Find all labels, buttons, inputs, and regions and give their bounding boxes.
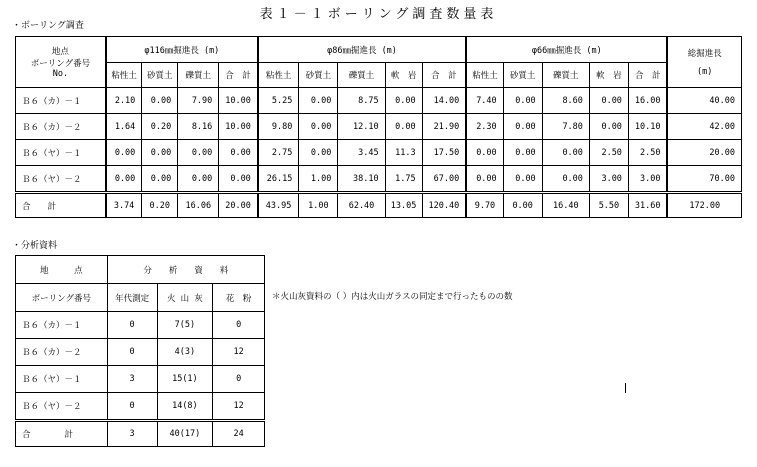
table-cell: 0.00 <box>178 140 219 166</box>
total-length-header <box>667 37 741 88</box>
table-cell: 62.40 <box>338 193 385 218</box>
table-cell: 11.3 <box>385 140 422 166</box>
col-header: 花 粉 <box>213 284 265 312</box>
table-cell: 0.20 <box>142 193 178 218</box>
table-cell: 70.00 <box>667 166 741 193</box>
analysis-table <box>15 255 265 447</box>
total-length-header-line2: (m) <box>697 67 713 77</box>
col-header: 粘性土 <box>466 63 503 88</box>
text-cursor <box>625 383 626 393</box>
table-cell: 0.00 <box>106 166 142 193</box>
table-cell: 20.00 <box>219 193 258 218</box>
survey-corner-line2: ボーリング番号 <box>30 59 91 69</box>
page-title: 表１－１ボーリング調査数量表 <box>259 7 498 22</box>
table-cell: 12.10 <box>338 114 385 140</box>
table-cell: 16.40 <box>542 193 589 218</box>
table-cell: 42.00 <box>667 114 741 140</box>
table-cell: 13.05 <box>385 193 422 218</box>
table-cell: 0.00 <box>178 166 219 193</box>
table-cell: 7(5) <box>157 312 213 339</box>
table-cell: 14(8) <box>157 393 213 421</box>
table-cell: 26.15 <box>258 166 299 193</box>
table-cell: 2.10 <box>106 88 142 114</box>
table-cell: 16.00 <box>628 88 667 114</box>
boring-survey-table <box>15 36 742 218</box>
table-cell: 10.00 <box>219 88 258 114</box>
table-cell: 0.00 <box>299 114 338 140</box>
table-cell: 0.00 <box>142 140 178 166</box>
table-cell: 0.00 <box>142 88 178 114</box>
survey-corner-line1: 地点 <box>51 47 69 57</box>
analysis-section-label: ・分析資料 <box>12 241 58 251</box>
table-row <box>16 312 265 339</box>
table-cell: 3.74 <box>106 193 142 218</box>
table-row <box>16 114 742 140</box>
col-header: 砂質土 <box>503 63 542 88</box>
table-cell: 10.00 <box>219 114 258 140</box>
table-cell: 24 <box>213 421 265 447</box>
table-cell: 7.80 <box>542 114 589 140</box>
col-header: 粘性土 <box>106 63 142 88</box>
table-cell: 120.40 <box>422 193 466 218</box>
col-header: 火 山 灰 <box>157 284 213 312</box>
table-cell: 0.20 <box>142 114 178 140</box>
table-cell: 12 <box>213 393 265 421</box>
boring-number: Ｂ６（カ）－２ <box>16 339 108 366</box>
table-cell: 2.50 <box>589 140 628 166</box>
table-cell: 1.75 <box>385 166 422 193</box>
table-cell: 5.25 <box>258 88 299 114</box>
table-cell: 1.64 <box>106 114 142 140</box>
table-cell: 2.75 <box>258 140 299 166</box>
boring-number: Ｂ６（ヤ）－１ <box>16 366 108 393</box>
table-cell: 0.00 <box>219 166 258 193</box>
table-cell: 40.00 <box>667 88 741 114</box>
table-cell: 0.00 <box>299 140 338 166</box>
table-cell: 8.60 <box>542 88 589 114</box>
boring-number: Ｂ６（ヤ）－２ <box>16 166 106 193</box>
table-cell: 21.90 <box>422 114 466 140</box>
survey-corner-line3: No. <box>52 69 69 79</box>
table-cell: 0.00 <box>503 114 542 140</box>
boring-number: Ｂ６（カ）－１ <box>16 312 108 339</box>
table-cell: 38.10 <box>338 166 385 193</box>
table-cell: 0.00 <box>503 88 542 114</box>
analysis-subheader-row <box>16 284 265 312</box>
table-cell: 0.00 <box>503 193 542 218</box>
table-cell: 0.00 <box>219 140 258 166</box>
col-header: 礫質土 <box>542 63 589 88</box>
table-row <box>16 339 265 366</box>
table-cell: 5.50 <box>589 193 628 218</box>
analysis-corner-line1: 地 点 <box>16 256 108 284</box>
table-cell: 0.00 <box>589 114 628 140</box>
group-header-116: φ116㎜掘進長 (m) <box>106 37 258 63</box>
table-cell: 0 <box>107 393 157 421</box>
table-cell: 0.00 <box>503 140 542 166</box>
col-header: 礫質土 <box>178 63 219 88</box>
col-header: 砂質土 <box>299 63 338 88</box>
table-cell: 0.00 <box>142 166 178 193</box>
col-header: 軟 岩 <box>385 63 422 88</box>
total-row <box>16 421 265 447</box>
table-cell: 0.00 <box>299 88 338 114</box>
table-cell: 17.50 <box>422 140 466 166</box>
total-label: 合 計 <box>16 421 108 447</box>
table-cell: 0 <box>107 339 157 366</box>
table-cell: 0.00 <box>542 140 589 166</box>
table-cell: 3.45 <box>338 140 385 166</box>
total-row <box>16 193 742 218</box>
table-cell: 2.30 <box>466 114 503 140</box>
table-cell: 4(3) <box>157 339 213 366</box>
boring-number: Ｂ６（カ）－２ <box>16 114 106 140</box>
table-cell: 0.00 <box>106 140 142 166</box>
table-cell: 0.00 <box>466 166 503 193</box>
boring-number: Ｂ６（カ）－１ <box>16 88 106 114</box>
table-row <box>16 88 742 114</box>
table-cell: 14.00 <box>422 88 466 114</box>
col-header: 軟 岩 <box>589 63 628 88</box>
table-cell: 43.95 <box>258 193 299 218</box>
col-header: 年代測定 <box>107 284 157 312</box>
table-cell: 2.50 <box>628 140 667 166</box>
table-cell: 40(17) <box>157 421 213 447</box>
analysis-corner-line2: ボーリング番号 <box>16 284 108 312</box>
table-cell: 31.60 <box>628 193 667 218</box>
survey-header-row <box>16 37 742 63</box>
table-cell: 3.00 <box>628 166 667 193</box>
boring-number: Ｂ６（ヤ）－２ <box>16 393 108 421</box>
table-cell: 0 <box>213 366 265 393</box>
table-cell: 7.40 <box>466 88 503 114</box>
table-row <box>16 140 742 166</box>
col-header: 礫質土 <box>338 63 385 88</box>
col-header: 合 計 <box>422 63 466 88</box>
table-cell: 0.00 <box>385 114 422 140</box>
table-cell: 8.16 <box>178 114 219 140</box>
table-cell: 0.00 <box>466 140 503 166</box>
group-header-66: φ66㎜掘進長 (m) <box>466 37 667 63</box>
survey-section-label: ・ボーリング調査 <box>12 21 84 31</box>
table-cell: 0.00 <box>542 166 589 193</box>
table-cell: 20.00 <box>667 140 741 166</box>
table-cell: 67.00 <box>422 166 466 193</box>
table-cell: 7.90 <box>178 88 219 114</box>
analysis-header-row <box>16 256 265 284</box>
col-header: 合 計 <box>628 63 667 88</box>
survey-corner-header <box>16 37 106 88</box>
table-cell: 15(1) <box>157 366 213 393</box>
table-cell: 16.06 <box>178 193 219 218</box>
table-row <box>16 366 265 393</box>
col-header: 砂質土 <box>142 63 178 88</box>
volcanic-ash-note: ＊火山灰資料の（ ）内は火山ガラスの同定まで行ったものの数 <box>272 292 513 302</box>
table-cell: 3 <box>107 421 157 447</box>
table-cell: 9.70 <box>466 193 503 218</box>
table-cell: 0.00 <box>385 88 422 114</box>
col-header: 合 計 <box>219 63 258 88</box>
group-header-86: φ86㎜掘進長 (m) <box>258 37 466 63</box>
total-length-header-line1: 総掘進長 <box>687 49 722 59</box>
table-cell: 0.00 <box>503 166 542 193</box>
col-header: 粘性土 <box>258 63 299 88</box>
table-cell: 10.10 <box>628 114 667 140</box>
table-cell: 1.00 <box>299 166 338 193</box>
table-row <box>16 166 742 193</box>
table-cell: 3 <box>107 366 157 393</box>
table-cell: 9.80 <box>258 114 299 140</box>
table-cell: 0 <box>107 312 157 339</box>
analysis-group-header: 分 析 資 料 <box>107 256 264 284</box>
table-cell: 3.00 <box>589 166 628 193</box>
table-cell: 172.00 <box>667 193 741 218</box>
table-cell: 0.00 <box>589 88 628 114</box>
boring-number: Ｂ６（ヤ）－１ <box>16 140 106 166</box>
table-cell: 1.00 <box>299 193 338 218</box>
table-cell: 8.75 <box>338 88 385 114</box>
table-cell: 12 <box>213 339 265 366</box>
survey-subheader-row <box>16 63 742 88</box>
total-label: 合 計 <box>16 193 106 218</box>
table-cell: 0 <box>213 312 265 339</box>
table-row <box>16 393 265 421</box>
